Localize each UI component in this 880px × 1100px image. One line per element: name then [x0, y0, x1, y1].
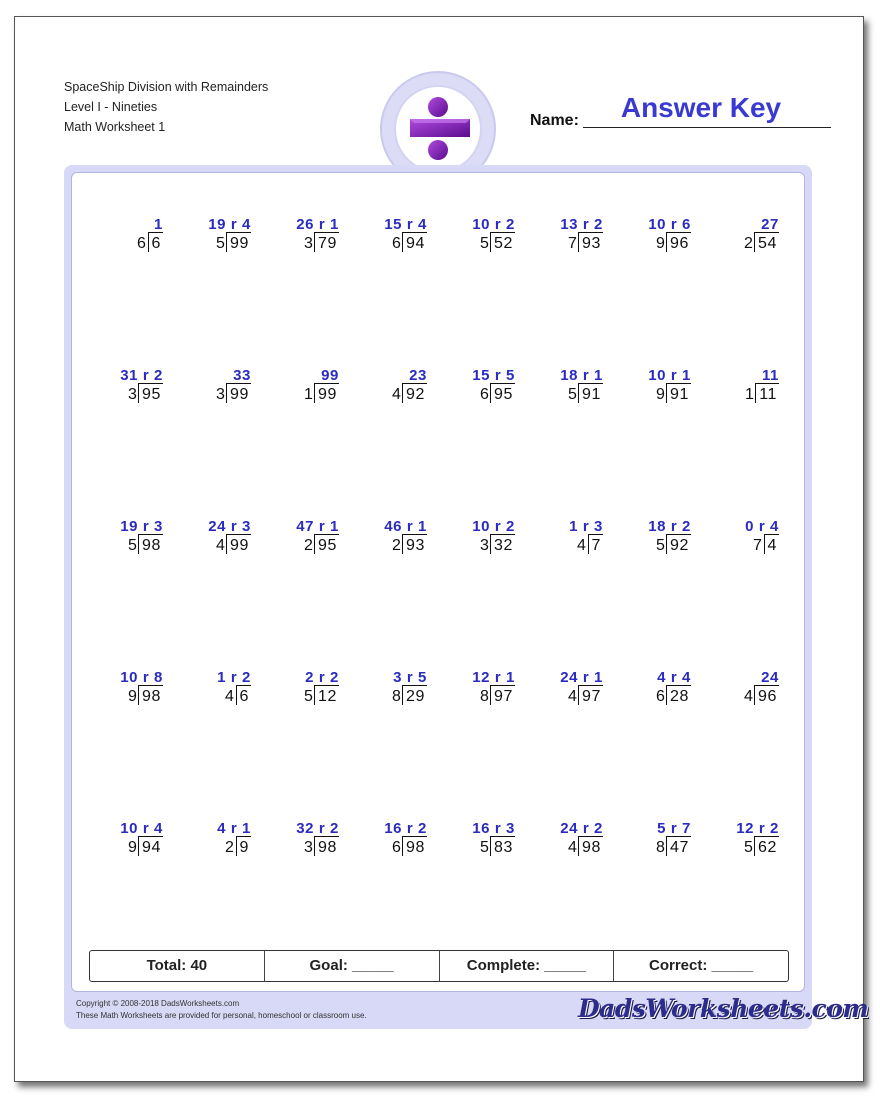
division-problem — [261, 820, 341, 868]
long-division-bracket — [314, 685, 339, 705]
problem-answer: 1 r 3 — [569, 518, 603, 535]
problem-dividend: 12 — [318, 688, 337, 705]
long-division-bracket — [402, 534, 427, 554]
problem-answer: 2 r 2 — [305, 669, 339, 686]
problem-divisor: 1 — [745, 386, 754, 403]
long-division-bracket — [578, 685, 603, 705]
division-problem — [701, 669, 781, 717]
problem-answer: 16 r 2 — [384, 820, 427, 837]
division-problem — [349, 820, 429, 868]
division-problem — [261, 669, 341, 717]
problem-answer: 32 r 2 — [296, 820, 339, 837]
correct-cell: Correct: _____ — [649, 957, 754, 974]
problem-dividend: 9 — [239, 839, 249, 856]
long-division-bracket — [666, 685, 691, 705]
problem-answer: 0 r 4 — [745, 518, 779, 535]
goal-cell: Goal: _____ — [265, 951, 440, 981]
problem-divisor: 3 — [304, 235, 313, 252]
problem-answer: 15 r 4 — [384, 216, 427, 233]
long-division-bracket — [402, 836, 427, 856]
problem-dividend: 91 — [670, 386, 689, 403]
problem-answer: 16 r 3 — [472, 820, 515, 837]
problem-divisor: 5 — [744, 839, 753, 856]
problem-dividend: 93 — [406, 537, 425, 554]
problem-divisor: 8 — [656, 839, 665, 856]
long-division-bracket — [138, 383, 163, 403]
problem-dividend: 98 — [142, 537, 161, 554]
division-problem — [349, 669, 429, 717]
problem-dividend: 98 — [142, 688, 161, 705]
division-problem — [85, 367, 165, 415]
problem-divisor: 2 — [744, 235, 753, 252]
problem-dividend: 28 — [670, 688, 689, 705]
division-problem — [261, 367, 341, 415]
division-problem — [173, 820, 253, 868]
problem-dividend: 4 — [767, 537, 777, 554]
problem-answer: 10 r 1 — [648, 367, 691, 384]
problem-divisor: 2 — [304, 537, 313, 554]
problem-dividend: 98 — [582, 839, 601, 856]
complete-cell: Complete: _____ — [440, 951, 615, 981]
problem-divisor: 6 — [656, 688, 665, 705]
problem-dividend: 7 — [591, 537, 601, 554]
problem-dividend: 11 — [759, 386, 777, 403]
division-problem — [349, 216, 429, 264]
name-label: Name: — [530, 112, 579, 129]
long-division-bracket — [666, 534, 691, 554]
long-division-bracket — [402, 232, 427, 252]
problem-answer: 18 r 2 — [648, 518, 691, 535]
division-problem — [613, 518, 693, 566]
problem-divisor: 4 — [577, 537, 586, 554]
long-division-bracket — [314, 232, 339, 252]
division-problem — [349, 518, 429, 566]
long-division-bracket — [226, 534, 251, 554]
worksheet-number: Math Worksheet 1 — [64, 120, 166, 134]
problem-divisor: 4 — [225, 688, 234, 705]
problem-divisor: 5 — [216, 235, 225, 252]
division-problem — [701, 367, 781, 415]
problem-dividend: 99 — [230, 386, 249, 403]
division-problem — [173, 367, 253, 415]
long-division-bracket — [578, 383, 603, 403]
division-problem — [437, 669, 517, 717]
problem-divisor: 9 — [128, 688, 137, 705]
problem-dividend: 47 — [670, 839, 689, 856]
long-division-bracket — [138, 534, 163, 554]
division-problem — [525, 518, 605, 566]
problem-answer: 10 r 8 — [120, 669, 163, 686]
problem-dividend: 62 — [758, 839, 777, 856]
problem-divisor: 4 — [392, 386, 401, 403]
problem-dividend: 91 — [582, 386, 601, 403]
problem-dividend: 29 — [406, 688, 425, 705]
long-division-bracket — [236, 836, 252, 856]
division-problem — [85, 518, 165, 566]
worksheet-level: Level I - Nineties — [64, 100, 158, 114]
problem-answer: 46 r 1 — [384, 518, 427, 535]
division-problem — [85, 216, 165, 264]
long-division-bracket — [138, 685, 163, 705]
problem-divisor: 3 — [480, 537, 489, 554]
division-problem — [613, 367, 693, 415]
problem-answer: 10 r 6 — [648, 216, 691, 233]
long-division-bracket — [402, 383, 427, 403]
division-problem — [613, 216, 693, 264]
division-problem — [613, 820, 693, 868]
problem-divisor: 5 — [480, 839, 489, 856]
division-problem — [701, 216, 781, 264]
long-division-bracket — [666, 383, 691, 403]
problem-answer: 24 r 1 — [560, 669, 603, 686]
long-division-bracket — [578, 232, 603, 252]
problem-dividend: 99 — [230, 235, 249, 252]
long-division-bracket — [755, 383, 779, 403]
long-division-bracket — [490, 383, 515, 403]
long-division-bracket — [490, 685, 515, 705]
problem-divisor: 6 — [392, 235, 401, 252]
problem-answer: 18 r 1 — [560, 367, 603, 384]
long-division-bracket — [666, 232, 691, 252]
problem-divisor: 7 — [753, 537, 762, 554]
copyright-text: Copyright © 2008-2018 DadsWorksheets.com — [76, 999, 240, 1008]
problem-dividend: 83 — [494, 839, 513, 856]
problem-dividend: 93 — [582, 235, 601, 252]
problem-divisor: 9 — [656, 386, 665, 403]
problem-divisor: 5 — [304, 688, 313, 705]
problem-dividend: 94 — [142, 839, 161, 856]
problem-dividend: 92 — [406, 386, 425, 403]
long-division-bracket — [314, 534, 339, 554]
problem-answer: 24 r 3 — [208, 518, 251, 535]
division-problem — [525, 367, 605, 415]
problem-divisor: 4 — [568, 839, 577, 856]
long-division-bracket — [314, 383, 339, 403]
long-division-bracket — [236, 685, 252, 705]
division-problem — [173, 669, 253, 717]
problem-divisor: 7 — [568, 235, 577, 252]
division-problem — [437, 518, 517, 566]
problem-answer: 10 r 2 — [472, 216, 515, 233]
problem-divisor: 4 — [744, 688, 753, 705]
problem-dividend: 95 — [494, 386, 513, 403]
long-division-bracket — [490, 534, 515, 554]
problem-divisor: 2 — [392, 537, 401, 554]
long-division-bracket — [578, 836, 603, 856]
division-problem — [85, 820, 165, 868]
problem-divisor: 4 — [216, 537, 225, 554]
problem-divisor: 5 — [480, 235, 489, 252]
problem-divisor: 5 — [128, 537, 137, 554]
problem-dividend: 97 — [582, 688, 601, 705]
problem-answer: 33 — [233, 367, 251, 384]
long-division-bracket — [490, 836, 515, 856]
division-problem — [173, 216, 253, 264]
division-problem — [173, 518, 253, 566]
problem-divisor: 8 — [480, 688, 489, 705]
problem-answer: 19 r 4 — [208, 216, 251, 233]
division-problem — [613, 669, 693, 717]
problem-dividend: 54 — [758, 235, 777, 252]
problem-answer: 99 — [321, 367, 339, 384]
total-cell: Total: 40 — [90, 951, 265, 981]
problem-divisor: 3 — [128, 386, 137, 403]
long-division-bracket — [490, 232, 515, 252]
problem-dividend: 6 — [151, 235, 161, 252]
division-problem — [437, 367, 517, 415]
division-problem — [525, 820, 605, 868]
problem-answer: 11 — [761, 367, 779, 384]
long-division-bracket — [148, 232, 164, 252]
division-problem — [525, 216, 605, 264]
long-division-bracket — [764, 534, 780, 554]
division-problem — [261, 518, 341, 566]
problem-divisor: 5 — [568, 386, 577, 403]
problem-dividend: 6 — [239, 688, 249, 705]
problem-divisor: 9 — [128, 839, 137, 856]
problem-dividend: 99 — [230, 537, 249, 554]
problem-answer: 10 r 4 — [120, 820, 163, 837]
division-problem — [349, 367, 429, 415]
long-division-bracket — [402, 685, 427, 705]
problem-answer: 12 r 2 — [736, 820, 779, 837]
long-division-bracket — [226, 232, 251, 252]
problem-answer: 1 r 2 — [217, 669, 251, 686]
score-table — [89, 950, 789, 982]
problem-divisor: 6 — [480, 386, 489, 403]
problem-dividend: 96 — [758, 688, 777, 705]
problem-answer: 24 — [761, 669, 779, 686]
problem-dividend: 94 — [406, 235, 425, 252]
long-division-bracket — [754, 685, 779, 705]
problem-answer: 3 r 5 — [393, 669, 427, 686]
long-division-bracket — [754, 836, 779, 856]
problem-dividend: 52 — [494, 235, 513, 252]
answer-key-label: Answer Key — [620, 92, 782, 123]
problem-divisor: 1 — [304, 386, 313, 403]
problem-answer: 13 r 2 — [560, 216, 603, 233]
problem-dividend: 95 — [142, 386, 161, 403]
problem-answer: 12 r 1 — [472, 669, 515, 686]
copyright-block — [76, 998, 367, 1022]
problem-divisor: 9 — [656, 235, 665, 252]
usage-text: These Math Worksheets are provided for personal, homeschool or classroom use. — [76, 1011, 367, 1020]
problem-answer: 24 r 2 — [560, 820, 603, 837]
division-problem — [701, 518, 781, 566]
problem-answer: 47 r 1 — [296, 518, 339, 535]
problem-divisor: 5 — [656, 537, 665, 554]
long-division-bracket — [666, 836, 691, 856]
division-problem — [85, 669, 165, 717]
problem-dividend: 98 — [318, 839, 337, 856]
problem-answer: 27 — [761, 216, 779, 233]
long-division-bracket — [754, 232, 779, 252]
problem-divisor: 4 — [568, 688, 577, 705]
division-problem — [437, 820, 517, 868]
problem-dividend: 32 — [494, 537, 513, 554]
problem-divisor: 3 — [216, 386, 225, 403]
problem-dividend: 97 — [494, 688, 513, 705]
problem-answer: 1 — [154, 216, 163, 233]
problem-answer: 5 r 7 — [657, 820, 691, 837]
division-problem — [437, 216, 517, 264]
long-division-bracket — [588, 534, 604, 554]
problem-answer: 31 r 2 — [120, 367, 163, 384]
problem-dividend: 99 — [318, 386, 337, 403]
division-problem — [525, 669, 605, 717]
problem-divisor: 2 — [225, 839, 234, 856]
problem-answer: 23 — [409, 367, 427, 384]
problem-dividend: 92 — [670, 537, 689, 554]
brand-logo: DadsWorksheets.com — [578, 994, 869, 1023]
long-division-bracket — [314, 836, 339, 856]
problem-dividend: 96 — [670, 235, 689, 252]
problem-dividend: 98 — [406, 839, 425, 856]
problem-divisor: 6 — [392, 839, 401, 856]
problem-dividend: 79 — [318, 235, 337, 252]
problem-answer: 26 r 1 — [296, 216, 339, 233]
long-division-bracket — [226, 383, 251, 403]
problem-divisor: 6 — [137, 235, 146, 252]
problem-answer: 19 r 3 — [120, 518, 163, 535]
problem-answer: 15 r 5 — [472, 367, 515, 384]
problem-answer: 4 r 4 — [657, 669, 691, 686]
problem-answer: 4 r 1 — [217, 820, 251, 837]
problem-divisor: 8 — [392, 688, 401, 705]
long-division-bracket — [138, 836, 163, 856]
problem-dividend: 95 — [318, 537, 337, 554]
division-problem — [261, 216, 341, 264]
worksheet-title: SpaceShip Division with Remainders — [64, 80, 269, 94]
problem-divisor: 3 — [304, 839, 313, 856]
problem-answer: 10 r 2 — [472, 518, 515, 535]
division-problem — [701, 820, 781, 868]
